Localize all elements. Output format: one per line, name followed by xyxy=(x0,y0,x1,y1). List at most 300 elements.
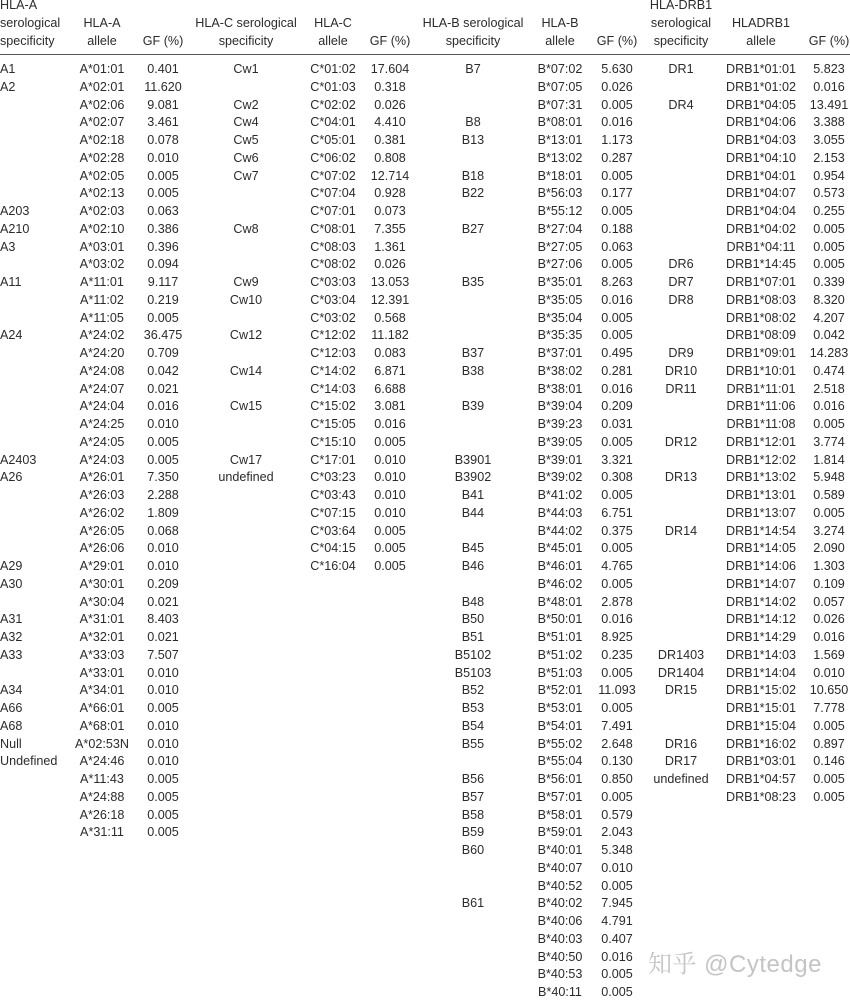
hla-c-gf-value: 0.026 xyxy=(374,97,406,112)
hla-b-serological-specificity: B18 xyxy=(461,168,485,183)
hla-dr-gf-value: 2.153 xyxy=(813,150,845,165)
hla-dr-allele: DRB1*11:08 xyxy=(726,417,796,431)
hla-b-gf-value: 0.177 xyxy=(601,186,633,201)
hla-dr-gf-value: 0.016 xyxy=(813,630,845,644)
hla-c-serological-specificity: Cw15 xyxy=(229,399,263,414)
hla-dr-gf-value: 0.339 xyxy=(813,275,845,289)
hla-dr-serological-specificity: DR11 xyxy=(665,381,697,396)
hla-c-gf-value: 12.391 xyxy=(370,292,410,307)
hla-b-allele: B*39:23 xyxy=(537,417,583,431)
hla-b-gf-value: 1.173 xyxy=(601,133,633,147)
hla-c-allele: C*01:02 xyxy=(310,62,356,76)
hla-dr-allele: DRB1*08:09 xyxy=(725,328,796,343)
hla-b-gf-value: 0.130 xyxy=(601,754,633,769)
hla-a-gf-value: 0.021 xyxy=(147,630,179,644)
hla-dr-gf-value: 0.005 xyxy=(813,257,845,272)
hla-a-serological-specificity: A68 xyxy=(0,718,23,733)
hla-c-serological-specificity: Cw10 xyxy=(229,292,263,307)
hla-b-serological-specificity: B54 xyxy=(461,718,485,733)
hla-b-gf-value: 0.209 xyxy=(601,399,633,414)
hla-a-gf-value: 0.010 xyxy=(147,683,179,698)
hla-c-gf-value: 0.808 xyxy=(374,150,406,165)
hla-a-allele: A*68:01 xyxy=(79,718,125,733)
hla-dr-allele: DRB1*11:01 xyxy=(726,381,796,396)
hla-b-serological-specificity: B45 xyxy=(461,541,485,556)
hla-c-allele: C*08:01 xyxy=(310,221,356,236)
hla-dr-gf-value: 1.303 xyxy=(813,559,845,573)
hla-b-allele: B*40:07 xyxy=(537,860,583,875)
hla-b-allele: B*27:05 xyxy=(537,239,583,254)
hla-a-gf-value: 11.620 xyxy=(144,79,182,94)
hla-a-gf-value: 0.010 xyxy=(147,665,179,680)
hla-c-allele: C*03:02 xyxy=(310,310,356,325)
hla-c-gf-value: 0.005 xyxy=(374,434,406,449)
hla-b-allele: B*35:05 xyxy=(537,292,583,307)
hla-b-allele: B*40:03 xyxy=(537,931,583,946)
hla-a-serological-specificity: Null xyxy=(0,736,22,751)
hla-a-allele: A*02:01 xyxy=(79,79,125,94)
hla-a-allele: A*02:28 xyxy=(79,150,125,165)
hla-b-allele: B*07:31 xyxy=(537,97,583,112)
hla-b-gf-value: 0.016 xyxy=(601,381,633,396)
hla-a-gf-value: 2.288 xyxy=(147,488,179,502)
hla-dr-allele: DRB1*04:07 xyxy=(725,186,796,201)
hla-a-allele: A*33:03 xyxy=(79,647,125,662)
hla-a-serological-specificity: A11 xyxy=(0,275,22,289)
hla-c-allele: C*15:10 xyxy=(310,434,356,449)
hla-a-gf-value: 0.010 xyxy=(147,559,179,573)
hla-b-gf-value: 0.005 xyxy=(601,434,633,449)
hla-a-serological-specificity: A3 xyxy=(0,239,16,254)
hla-a-allele: A*26:03 xyxy=(79,488,125,502)
hla-c-allele: C*04:15 xyxy=(310,541,356,556)
header-dr-serological: HLA-DRB1 serological specificity xyxy=(649,0,713,48)
hla-a-gf-value: 0.219 xyxy=(147,292,179,307)
hla-a-allele: A*11:05 xyxy=(80,310,124,325)
hla-b-serological-specificity: B39 xyxy=(461,399,485,414)
hla-dr-allele: DRB1*14:04 xyxy=(725,665,796,680)
hla-a-gf-value: 0.005 xyxy=(147,807,179,822)
header-c-allele: HLA-C allele xyxy=(314,16,352,48)
hla-dr-gf-value: 3.274 xyxy=(813,523,845,538)
hla-b-allele: B*08:01 xyxy=(537,115,583,130)
hla-a-gf-value: 1.809 xyxy=(147,505,179,520)
hla-dr-gf-value: 0.016 xyxy=(813,399,845,414)
hla-a-gf-value: 0.005 xyxy=(147,701,179,715)
hla-dr-allele: DRB1*08:23 xyxy=(725,789,796,804)
hla-c-gf-value: 17.604 xyxy=(370,62,410,76)
header-rule xyxy=(0,54,850,55)
hla-b-gf-value: 4.765 xyxy=(601,559,633,573)
hla-c-serological-specificity: Cw6 xyxy=(233,150,259,165)
hla-dr-gf-value: 4.207 xyxy=(813,310,845,325)
hla-a-allele: A*02:03 xyxy=(79,204,125,218)
hla-a-gf-value: 9.081 xyxy=(147,97,179,112)
hla-b-allele: B*51:03 xyxy=(537,665,583,680)
hla-dr-allele: DRB1*14:54 xyxy=(725,523,796,538)
hla-c-allele: C*01:03 xyxy=(310,79,356,94)
hla-c-gf-value: 0.010 xyxy=(374,470,406,485)
hla-dr-gf-value: 0.954 xyxy=(813,168,845,183)
hla-c-allele: C*02:02 xyxy=(310,97,356,112)
hla-b-serological-specificity: B51 xyxy=(461,630,485,644)
hla-c-allele: C*17:01 xyxy=(310,452,356,467)
hla-b-serological-specificity: B7 xyxy=(465,62,481,76)
hla-b-gf-value: 0.005 xyxy=(601,488,633,502)
hla-dr-gf-value: 0.897 xyxy=(813,736,845,751)
hla-b-gf-value: 0.005 xyxy=(601,310,633,325)
hla-c-serological-specificity: Cw5 xyxy=(233,133,259,147)
hla-c-serological-specificity: Cw9 xyxy=(233,275,259,289)
hla-b-gf-value: 0.005 xyxy=(601,204,633,218)
hla-b-allele: B*40:06 xyxy=(537,914,583,928)
header-dr-gf: GF (%) xyxy=(808,34,850,48)
hla-a-serological-specificity: A2 xyxy=(0,79,16,94)
header-b-allele: HLA-B allele xyxy=(541,16,579,48)
hla-b-serological-specificity: B58 xyxy=(461,807,485,822)
hla-dr-gf-value: 0.005 xyxy=(813,718,845,733)
hla-c-gf-value: 7.355 xyxy=(374,221,406,236)
hla-a-gf-value: 8.403 xyxy=(147,612,179,627)
hla-b-allele: B*27:04 xyxy=(537,221,583,236)
hla-b-allele: B*40:11 xyxy=(538,985,582,999)
hla-b-allele: B*40:50 xyxy=(537,949,583,964)
header-a-allele: HLA-A allele xyxy=(83,16,121,48)
hla-b-gf-value: 0.235 xyxy=(601,647,633,662)
hla-b-gf-value: 3.321 xyxy=(601,452,633,467)
hla-c-allele: C*07:04 xyxy=(310,186,356,201)
hla-a-gf-value: 0.386 xyxy=(147,221,179,236)
hla-b-serological-specificity: B46 xyxy=(461,559,485,573)
hla-b-gf-value: 0.005 xyxy=(601,576,633,591)
hla-dr-allele: DRB1*04:10 xyxy=(725,150,796,165)
hla-b-allele: B*39:01 xyxy=(537,452,583,467)
hla-b-gf-value: 5.348 xyxy=(601,843,633,857)
hla-b-gf-value: 0.005 xyxy=(601,257,633,272)
hla-a-gf-value: 36.475 xyxy=(143,328,183,343)
hla-b-allele: B*54:01 xyxy=(537,718,583,733)
hla-dr-allele: DRB1*13:01 xyxy=(725,488,796,502)
hla-a-serological-specificity: A29 xyxy=(0,559,23,573)
hla-c-allele: C*08:02 xyxy=(310,257,356,272)
hla-dr-allele: DRB1*08:03 xyxy=(725,292,796,307)
hla-b-serological-specificity: B8 xyxy=(465,115,481,130)
hla-c-gf-value: 0.568 xyxy=(374,310,406,325)
hla-b-gf-value: 0.016 xyxy=(601,949,633,964)
hla-a-serological-specificity: Undefined xyxy=(0,754,58,769)
hla-a-serological-specificity: A31 xyxy=(0,612,23,627)
hla-dr-gf-value: 2.518 xyxy=(813,381,845,396)
hla-b-gf-value: 2.043 xyxy=(601,825,633,840)
hla-c-gf-value: 0.073 xyxy=(374,204,406,218)
hla-a-allele: A*11:43 xyxy=(80,772,124,786)
hla-dr-gf-value: 3.774 xyxy=(813,434,845,449)
hla-b-allele: B*07:05 xyxy=(537,79,583,94)
hla-a-gf-value: 0.005 xyxy=(147,168,179,183)
hla-b-allele: B*57:01 xyxy=(537,789,583,804)
hla-b-gf-value: 6.751 xyxy=(601,505,633,520)
hla-c-gf-value: 0.381 xyxy=(374,133,406,147)
hla-b-allele: B*35:35 xyxy=(537,328,583,343)
hla-c-allele: C*14:02 xyxy=(310,363,356,378)
hla-dr-gf-value: 5.948 xyxy=(813,470,845,485)
hla-a-gf-value: 0.709 xyxy=(147,346,179,360)
hla-a-allele: A*02:18 xyxy=(79,133,125,147)
hla-b-allele: B*38:02 xyxy=(537,363,583,378)
hla-a-gf-value: 0.010 xyxy=(147,754,179,769)
hla-dr-allele: DRB1*14:45 xyxy=(725,257,796,272)
hla-b-serological-specificity: B5103 xyxy=(454,665,492,680)
hla-c-gf-value: 4.410 xyxy=(374,115,406,130)
hla-dr-allele: DRB1*14:05 xyxy=(725,541,796,556)
hla-c-gf-value: 0.005 xyxy=(374,523,406,538)
hla-c-serological-specificity: Cw4 xyxy=(233,115,259,130)
hla-b-serological-specificity: B55 xyxy=(461,736,485,751)
hla-b-allele: B*51:02 xyxy=(537,647,583,662)
hla-b-gf-value: 0.375 xyxy=(601,523,633,538)
hla-dr-gf-value: 8.320 xyxy=(813,292,845,307)
hla-a-allele: A*24:08 xyxy=(79,363,125,378)
hla-b-allele: B*40:53 xyxy=(537,967,583,982)
hla-dr-gf-value: 0.010 xyxy=(813,665,845,680)
hla-a-allele: A*24:88 xyxy=(79,789,125,804)
hla-c-allele: C*03:64 xyxy=(310,523,356,538)
hla-a-allele: A*30:04 xyxy=(79,594,125,609)
hla-c-gf-value: 0.005 xyxy=(374,541,406,556)
hla-b-allele: B*55:04 xyxy=(537,754,583,769)
hla-b-gf-value: 0.016 xyxy=(601,115,633,130)
hla-dr-gf-value: 3.055 xyxy=(813,133,845,147)
hla-b-gf-value: 7.945 xyxy=(601,896,633,911)
hla-b-allele: B*59:01 xyxy=(537,825,583,840)
hla-b-gf-value: 0.281 xyxy=(601,363,633,378)
hla-b-serological-specificity: B22 xyxy=(461,186,485,201)
hla-b-allele: B*37:01 xyxy=(537,346,583,360)
hla-b-allele: B*51:01 xyxy=(537,630,583,644)
hla-a-allele: A*02:05 xyxy=(79,168,125,183)
hla-a-gf-value: 9.117 xyxy=(147,275,179,289)
hla-b-allele: B*45:01 xyxy=(537,541,583,556)
hla-dr-gf-value: 0.005 xyxy=(813,789,845,804)
header-c-gf: GF (%) xyxy=(369,34,411,48)
hla-c-serological-specificity: Cw7 xyxy=(233,168,259,183)
hla-c-allele: C*06:02 xyxy=(310,150,356,165)
hla-dr-gf-value: 0.109 xyxy=(813,576,845,591)
hla-a-allele: A*31:01 xyxy=(79,612,125,627)
hla-b-allele: B*40:02 xyxy=(537,896,583,911)
hla-a-gf-value: 0.209 xyxy=(147,576,179,591)
hla-a-gf-value: 0.063 xyxy=(147,204,179,218)
hla-c-allele: C*15:05 xyxy=(310,417,356,431)
hla-dr-allele: DRB1*16:02 xyxy=(725,736,796,751)
hla-a-allele: A*24:07 xyxy=(79,381,125,396)
hla-b-serological-specificity: B61 xyxy=(461,896,485,911)
hla-dr-allele: DRB1*13:02 xyxy=(725,470,796,485)
hla-b-gf-value: 2.648 xyxy=(601,736,633,751)
hla-a-allele: A*34:01 xyxy=(79,683,125,698)
hla-dr-serological-specificity: DR14 xyxy=(664,523,698,538)
hla-a-allele: A*24:05 xyxy=(79,434,125,449)
hla-b-serological-specificity: B41 xyxy=(461,488,485,502)
hla-b-allele: B*46:02 xyxy=(537,576,583,591)
hla-dr-allele: DRB1*14:03 xyxy=(725,647,796,662)
hla-a-allele: A*32:01 xyxy=(79,630,125,644)
hla-a-gf-value: 0.010 xyxy=(147,718,179,733)
hla-b-allele: B*27:06 xyxy=(537,257,583,272)
hla-a-allele: A*24:25 xyxy=(79,417,125,431)
hla-a-gf-value: 0.005 xyxy=(147,434,179,449)
hla-dr-serological-specificity: DR15 xyxy=(664,683,698,698)
hla-c-serological-specificity: Cw14 xyxy=(229,363,263,378)
hla-a-gf-value: 0.005 xyxy=(147,310,179,325)
hla-b-serological-specificity: B59 xyxy=(461,825,485,840)
hla-b-serological-specificity: B60 xyxy=(461,843,485,857)
hla-a-gf-value: 0.005 xyxy=(147,789,179,804)
hla-b-gf-value: 0.308 xyxy=(601,470,633,485)
hla-b-gf-value: 0.579 xyxy=(601,807,633,822)
hla-dr-gf-value: 0.016 xyxy=(813,79,845,94)
hla-b-allele: B*55:12 xyxy=(537,204,583,218)
hla-b-gf-value: 0.005 xyxy=(601,701,633,715)
hla-c-gf-value: 0.083 xyxy=(374,346,406,360)
hla-b-gf-value: 0.016 xyxy=(601,612,633,627)
hla-c-gf-value: 0.010 xyxy=(374,488,406,502)
hla-dr-serological-specificity: DR16 xyxy=(664,736,698,751)
hla-a-allele: A*24:04 xyxy=(79,399,125,414)
hla-b-allele: B*44:03 xyxy=(537,505,583,520)
hla-b-allele: B*56:03 xyxy=(537,186,583,201)
hla-a-allele: A*01:01 xyxy=(79,62,125,76)
hla-b-allele: B*38:01 xyxy=(537,381,583,396)
hla-dr-allele: DRB1*04:57 xyxy=(725,772,796,786)
hla-c-allele: C*03:23 xyxy=(310,470,356,485)
hla-b-allele: B*40:01 xyxy=(537,843,583,857)
hla-b-gf-value: 0.287 xyxy=(601,150,633,165)
hla-c-serological-specificity: Cw8 xyxy=(233,221,259,236)
hla-dr-allele: DRB1*09:01 xyxy=(725,346,796,360)
watermark: 知乎 @Cytedge xyxy=(648,951,822,978)
hla-b-allele: B*56:01 xyxy=(537,772,583,786)
hla-b-gf-value: 0.031 xyxy=(601,417,633,431)
hla-a-allele: A*26:02 xyxy=(79,505,125,520)
hla-b-serological-specificity: B57 xyxy=(461,789,485,804)
hla-c-allele: C*16:04 xyxy=(310,559,356,573)
header-dr-allele: HLADRB1 allele xyxy=(731,16,791,48)
hla-b-gf-value: 0.005 xyxy=(601,665,633,680)
hla-dr-allele: DRB1*14:06 xyxy=(725,559,796,573)
hla-c-gf-value: 3.081 xyxy=(374,399,406,414)
hla-a-serological-specificity: A24 xyxy=(0,328,23,343)
hla-b-gf-value: 0.005 xyxy=(601,328,633,343)
hla-dr-serological-specificity: DR17 xyxy=(664,754,698,769)
hla-b-gf-value: 0.026 xyxy=(601,79,633,94)
hla-a-gf-value: 0.010 xyxy=(147,417,179,431)
hla-a-allele: A*33:01 xyxy=(79,665,125,680)
hla-b-gf-value: 8.925 xyxy=(601,630,633,644)
hla-b-serological-specificity: B53 xyxy=(461,701,485,715)
hla-a-allele: A*03:02 xyxy=(79,257,125,272)
header-b-gf: GF (%) xyxy=(596,34,638,48)
hla-c-gf-value: 13.053 xyxy=(370,275,410,289)
hla-b-gf-value: 0.063 xyxy=(601,239,633,254)
hla-a-gf-value: 0.010 xyxy=(147,150,179,165)
hla-b-allele: B*35:01 xyxy=(537,275,583,289)
hla-b-serological-specificity: B3901 xyxy=(454,452,492,467)
hla-c-gf-value: 6.688 xyxy=(374,381,406,396)
hla-dr-gf-value: 10.650 xyxy=(809,683,849,698)
hla-c-gf-value: 6.871 xyxy=(374,363,406,378)
hla-b-allele: B*13:02 xyxy=(537,150,583,165)
hla-b-allele: B*58:01 xyxy=(537,807,583,822)
hla-dr-gf-value: 0.042 xyxy=(813,328,845,343)
hla-a-serological-specificity: A1 xyxy=(0,62,16,76)
hla-dr-gf-value: 0.255 xyxy=(813,204,845,218)
hla-a-allele: A*24:20 xyxy=(79,346,125,360)
hla-dr-gf-value: 0.057 xyxy=(813,594,845,609)
hla-c-gf-value: 12.714 xyxy=(370,168,410,183)
hla-a-gf-value: 0.401 xyxy=(147,62,179,76)
hla-dr-allele: DRB1*10:01 xyxy=(725,363,796,378)
hla-a-serological-specificity: A33 xyxy=(0,647,23,662)
hla-c-allele: C*12:02 xyxy=(310,328,356,343)
hla-b-allele: B*53:01 xyxy=(537,701,583,715)
hla-dr-allele: DRB1*15:04 xyxy=(725,718,796,733)
hla-c-allele: C*15:02 xyxy=(310,399,356,414)
hla-c-serological-specificity: Cw17 xyxy=(229,452,263,467)
hla-b-allele: B*35:04 xyxy=(537,310,583,325)
hla-b-serological-specificity: B48 xyxy=(461,594,485,609)
hla-b-allele: B*39:05 xyxy=(537,434,583,449)
hla-a-allele: A*66:01 xyxy=(79,701,125,715)
hla-b-serological-specificity: B56 xyxy=(461,772,485,786)
hla-a-allele: A*11:01 xyxy=(80,275,124,289)
hla-dr-serological-specificity: DR1404 xyxy=(657,665,705,680)
hla-c-gf-value: 0.010 xyxy=(374,452,406,467)
hla-a-gf-value: 7.507 xyxy=(147,647,179,662)
hla-a-allele: A*02:07 xyxy=(79,115,125,130)
hla-b-gf-value: 0.005 xyxy=(601,541,633,556)
hla-c-allele: C*05:01 xyxy=(310,133,356,147)
hla-b-serological-specificity: B38 xyxy=(461,363,485,378)
hla-dr-gf-value: 2.090 xyxy=(813,541,845,556)
hla-a-allele: A*02:53N xyxy=(75,736,129,751)
hla-b-gf-value: 0.010 xyxy=(601,860,633,875)
hla-b-gf-value: 0.005 xyxy=(601,97,633,112)
hla-a-allele: A*02:06 xyxy=(79,97,125,112)
hla-dr-allele: DRB1*11:06 xyxy=(726,399,796,414)
hla-c-gf-value: 0.026 xyxy=(374,257,406,272)
hla-c-allele: C*12:03 xyxy=(310,346,356,360)
hla-b-allele: B*52:01 xyxy=(537,683,583,698)
hla-b-gf-value: 4.791 xyxy=(601,914,633,928)
hla-b-serological-specificity: B35 xyxy=(461,275,485,289)
hla-b-allele: B*55:02 xyxy=(537,736,583,751)
header-a-gf: GF (%) xyxy=(142,34,184,48)
hla-dr-allele: DRB1*12:01 xyxy=(725,434,796,449)
hla-c-gf-value: 0.318 xyxy=(374,79,406,94)
hla-a-gf-value: 0.010 xyxy=(147,736,179,751)
hla-b-serological-specificity: B27 xyxy=(461,221,485,236)
hla-b-gf-value: 11.093 xyxy=(598,683,636,698)
hla-dr-allele: DRB1*14:29 xyxy=(725,630,796,644)
hla-dr-allele: DRB1*04:05 xyxy=(725,97,796,112)
hla-dr-gf-value: 3.388 xyxy=(813,115,845,130)
hla-c-gf-value: 0.016 xyxy=(374,417,406,431)
hla-dr-allele: DRB1*14:07 xyxy=(725,576,796,591)
hla-dr-gf-value: 0.474 xyxy=(813,363,845,378)
hla-b-gf-value: 0.407 xyxy=(601,931,633,946)
hla-a-allele: A*11:02 xyxy=(80,292,124,307)
